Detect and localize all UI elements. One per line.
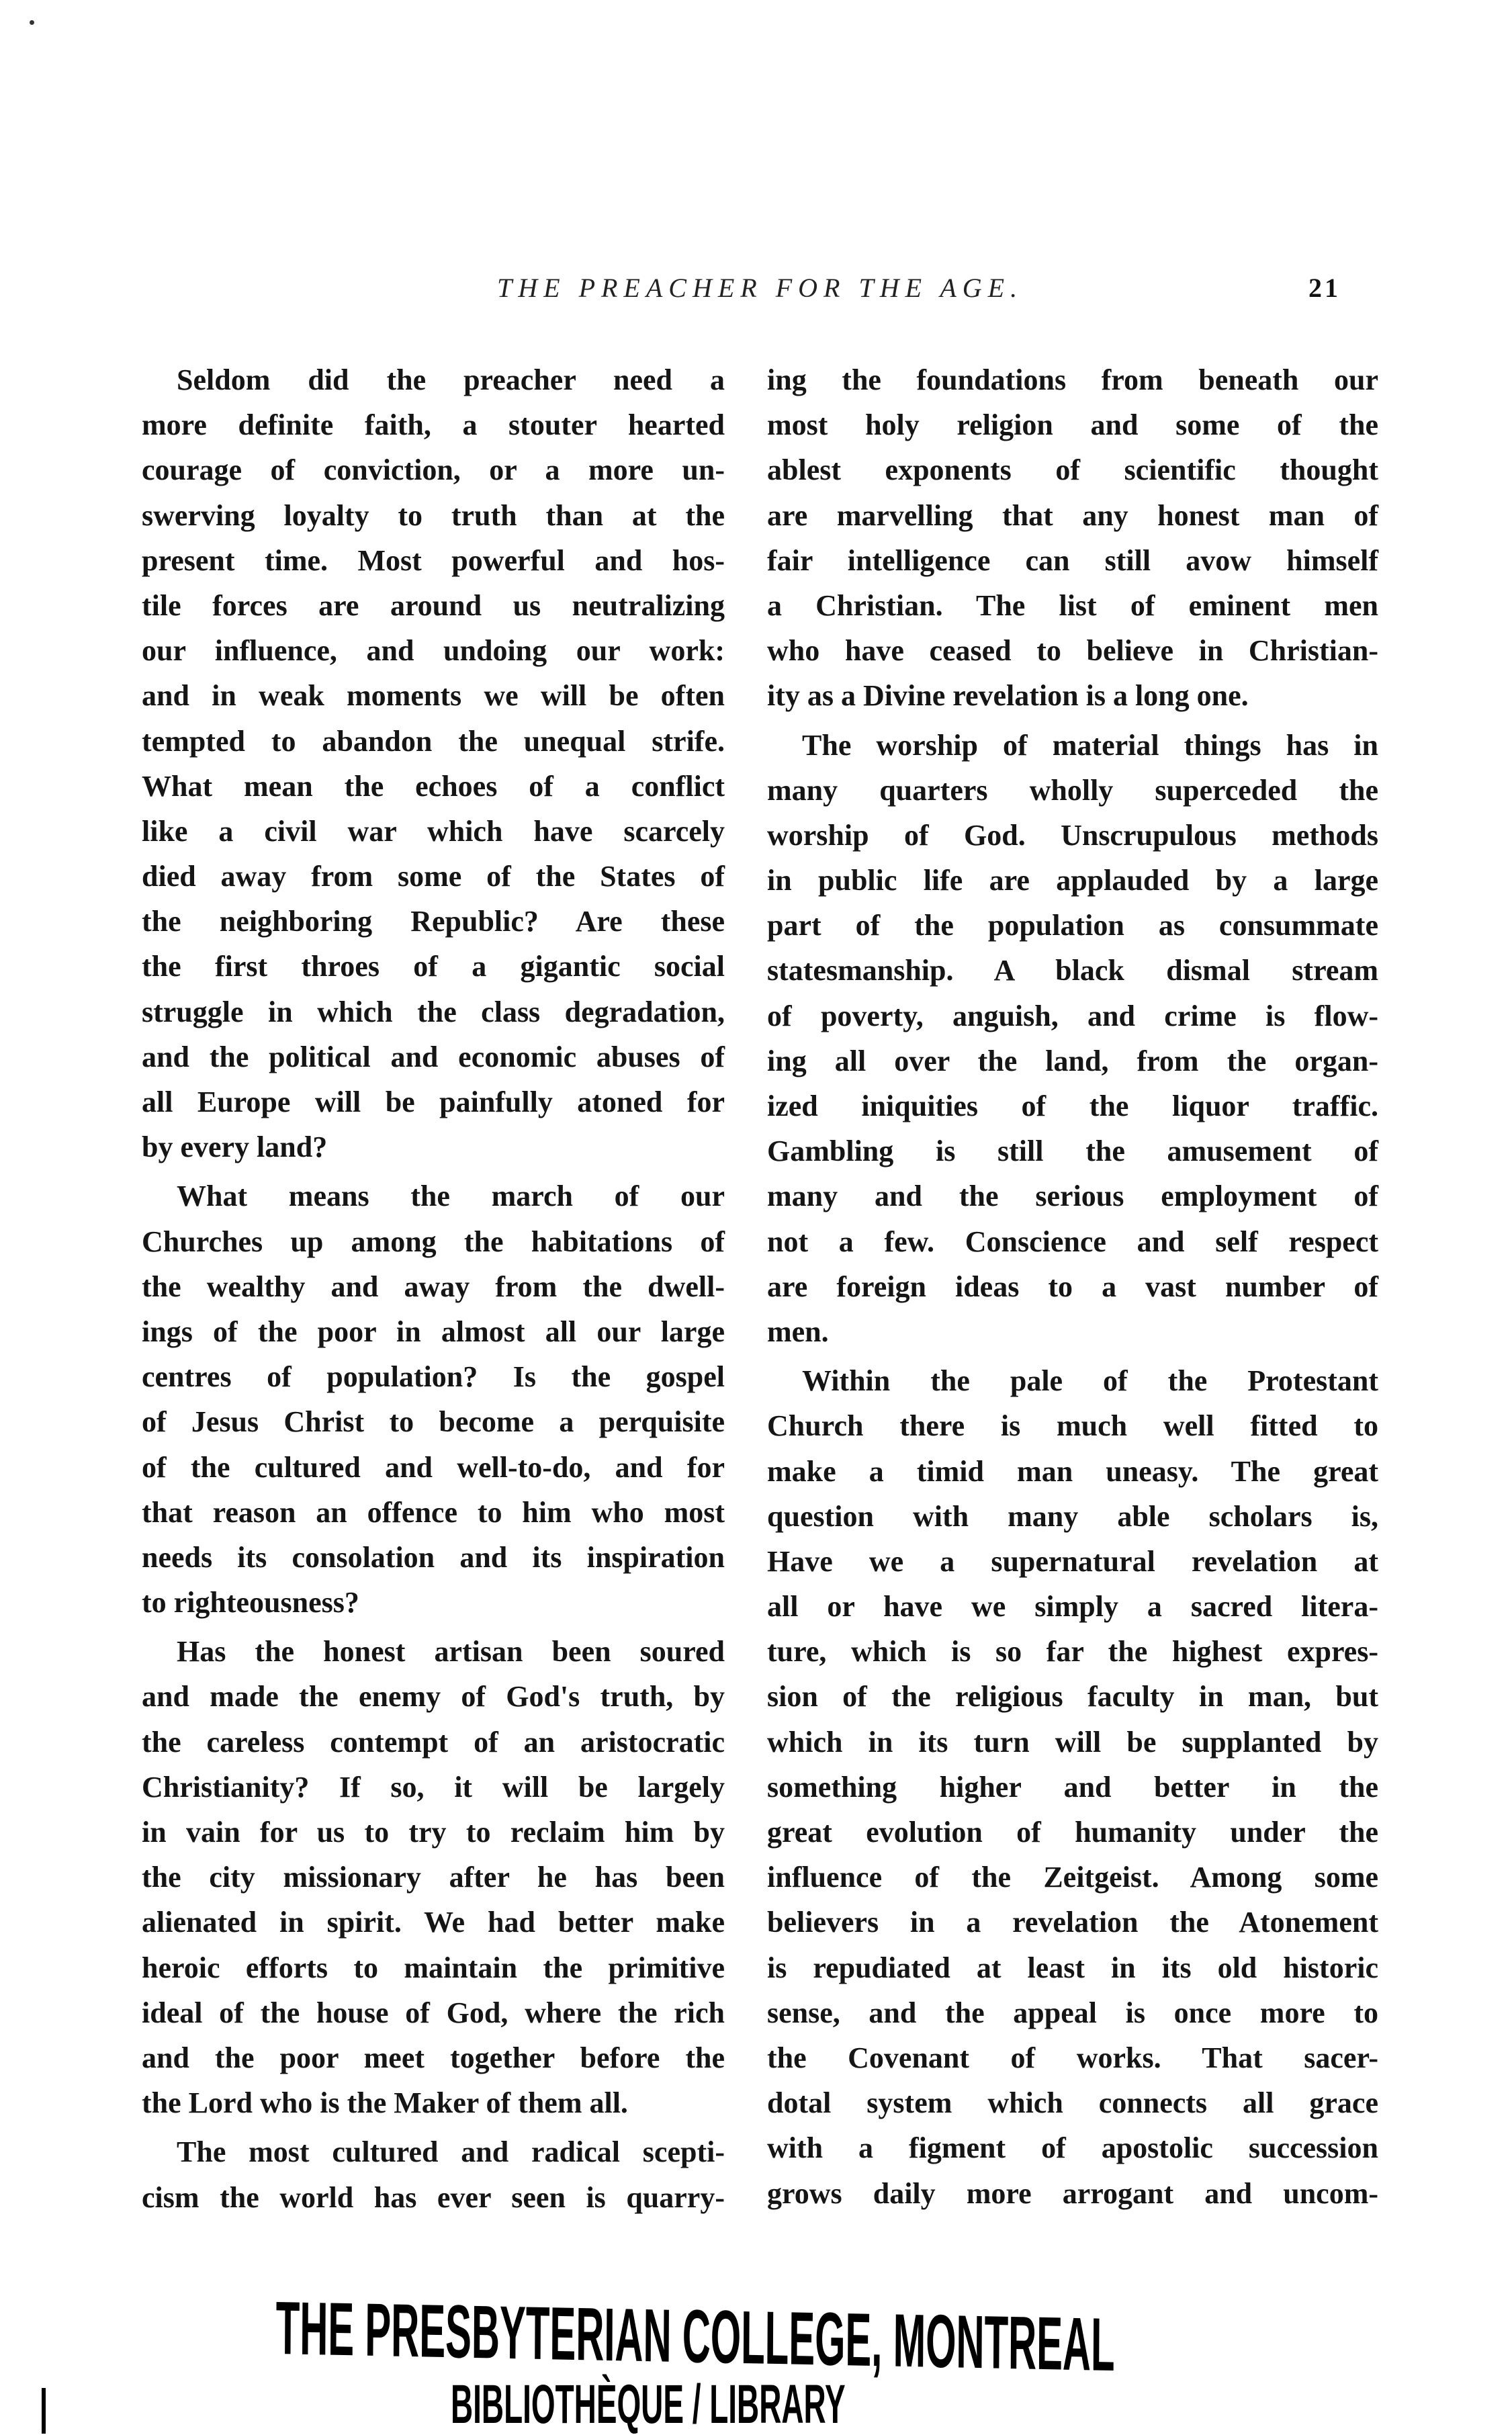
text-line: Have we a supernatural revelation at (767, 1544, 1378, 1578)
text-line: more definite faith, a stouter hearted (142, 408, 725, 442)
text-line: Gambling is still the amusement of (767, 1135, 1378, 1168)
text-line: believers in a revelation the Atonement (767, 1906, 1378, 1939)
text-line: ture, which is so far the highest expres- (767, 1635, 1378, 1669)
text-line: needs its consolation and its inspiration (142, 1540, 725, 1574)
text-line: the Lord who is the Maker of them all. (142, 2086, 628, 2120)
text-line: ing all over the land, from the organ- (767, 1044, 1378, 1077)
text-line: worship of God. Unscrupulous methods (767, 818, 1378, 852)
text-line: ing the foundations from beneath our (767, 363, 1378, 396)
text-line: The worship of material things has in (802, 728, 1378, 762)
text-line: part of the population as consummate (767, 909, 1378, 942)
text-line: and in weak moments we will be often (142, 679, 725, 713)
text-line: a Christian. The list of eminent men (767, 588, 1378, 622)
text-line: grows daily more arrogant and uncom- (767, 2176, 1378, 2210)
text-line: fair intelligence can still avow himself (767, 543, 1378, 577)
text-line: swerving loyalty to truth than at the (142, 498, 725, 532)
page-number: 21 (1308, 273, 1341, 303)
text-line: all or have we simply a sacred litera- (767, 1590, 1378, 1624)
text-line: alienated in spirit. We had better make (142, 1906, 725, 1939)
text-line: Churches up among the habitations of (142, 1225, 725, 1258)
scan-speck (30, 20, 34, 25)
library-stamp-line2: BIBLIOTHÈQUE / LIBRARY (451, 2374, 846, 2435)
text-line: something higher and better in the (767, 1770, 1378, 1804)
text-line: make a timid man uneasy. The great (767, 1454, 1378, 1488)
text-line: What mean the echoes of a conflict (142, 769, 725, 803)
text-line: influence of the Zeitgeist. Among some (767, 1861, 1378, 1894)
paragraph (142, 2129, 725, 2219)
text-line: present time. Most powerful and hos- (142, 543, 725, 577)
text-line: Seldom did the preacher need a (177, 363, 725, 396)
text-line: of Jesus Christ to become a perquisite (142, 1405, 725, 1439)
text-line: heroic efforts to maintain the primitive (142, 1951, 725, 1984)
text-line: What means the march of our (177, 1180, 725, 1213)
text-line: great evolution of humanity under the (767, 1816, 1378, 1849)
text-line: are marvelling that any honest man of (767, 498, 1378, 532)
text-line: the careless contempt of an aristocratic (142, 1725, 725, 1759)
text-line: dotal system which connects all grace (767, 2086, 1378, 2120)
text-line: sion of the religious faculty in man, but (767, 1680, 1378, 1714)
text-line: of poverty, anguish, and crime is flow- (767, 999, 1378, 1032)
text-line: like a civil war which have scarcely (142, 814, 725, 848)
text-line: all Europe will be painfully atoned for (142, 1086, 725, 1118)
text-line: most holy religion and some of the (767, 408, 1378, 442)
paragraph (142, 1174, 725, 1625)
text-line: ablest exponents of scientific thought (767, 453, 1378, 487)
text-line: is repudiated at least in its old historic (767, 1951, 1378, 1984)
text-line: cism the world has ever seen is quarry- (142, 2180, 725, 2214)
text-line: ideal of the house of God, where the rich (142, 1996, 725, 2029)
text-line: Has the honest artisan been soured (177, 1635, 725, 1669)
text-line: the Covenant of works. That sacer- (767, 2041, 1378, 2074)
text-line: question with many able scholars is, (767, 1499, 1378, 1533)
text-line: the first throes of a gigantic social (142, 950, 725, 983)
right-column (767, 357, 1378, 2220)
paragraph (142, 357, 725, 1169)
paragraph (142, 1629, 725, 2125)
paragraph (767, 357, 1378, 719)
text-line: men. (767, 1315, 829, 1348)
text-line: ings of the poor in almost all our large (142, 1315, 725, 1348)
text-line: many quarters wholly superceded the (767, 773, 1378, 807)
left-column (142, 357, 725, 2224)
text-line: and the poor meet together before the (142, 2041, 725, 2074)
text-line: and made the enemy of God's truth, by (142, 1680, 725, 1714)
text-line: sense, and the appeal is once more to (767, 1996, 1378, 2029)
library-stamp-line1: THE PRESBYTERIAN COLLEGE, MONTREAL (275, 2286, 1115, 2387)
text-line: many and the serious employment of (767, 1180, 1378, 1213)
scan-edge-mark (42, 2388, 46, 2434)
text-line: died away from some of the States of (142, 860, 725, 893)
text-line: are foreign ideas to a vast number of (767, 1270, 1378, 1303)
text-line: in public life are applauded by a large (767, 864, 1378, 897)
text-line: that reason an offence to him who most (142, 1495, 725, 1529)
running-title: THE PREACHER FOR THE AGE. (497, 273, 1024, 303)
text-line: the city missionary after he has been (142, 1861, 725, 1894)
text-line: who have ceased to believe in Christian- (767, 634, 1378, 668)
text-line: The most cultured and radical scepti- (177, 2135, 725, 2169)
text-line: of the cultured and well-to-do, and for (142, 1450, 725, 1484)
paragraph (767, 723, 1378, 1355)
text-line: by every land? (142, 1131, 328, 1164)
text-line: tile forces are around us neutralizing (142, 588, 725, 622)
text-line: which in its turn will be supplanted by (767, 1725, 1378, 1759)
text-line: Christianity? If so, it will be largely (142, 1770, 725, 1804)
text-line: the neighboring Republic? Are these (142, 905, 725, 938)
text-line: ized iniquities of the liquor traffic. (767, 1090, 1378, 1122)
text-line: our influence, and undoing our work: (142, 634, 725, 668)
text-line: to righteousness? (142, 1586, 359, 1620)
text-line: centres of population? Is the gospel (142, 1360, 725, 1394)
text-line: courage of conviction, or a more un- (142, 453, 725, 487)
text-line: Within the pale of the Protestant (802, 1364, 1378, 1398)
text-line: not a few. Conscience and self respect (767, 1225, 1378, 1258)
text-line: in vain for us to try to reclaim him by (142, 1816, 725, 1849)
text-line: ity as a Divine revelation is a long one. (767, 679, 1249, 713)
text-line: with a figment of apostolic succession (767, 2131, 1378, 2165)
text-line: the wealthy and away from the dwell- (142, 1270, 725, 1303)
text-line: struggle in which the class degradation, (142, 995, 725, 1028)
text-line: and the political and economic abuses of (142, 1040, 725, 1073)
text-line: tempted to abandon the unequal strife. (142, 724, 725, 758)
text-line: Church there is much well fitted to (767, 1409, 1378, 1443)
text-line: statesmanship. A black dismal stream (767, 954, 1378, 987)
paragraph (767, 1358, 1378, 2216)
